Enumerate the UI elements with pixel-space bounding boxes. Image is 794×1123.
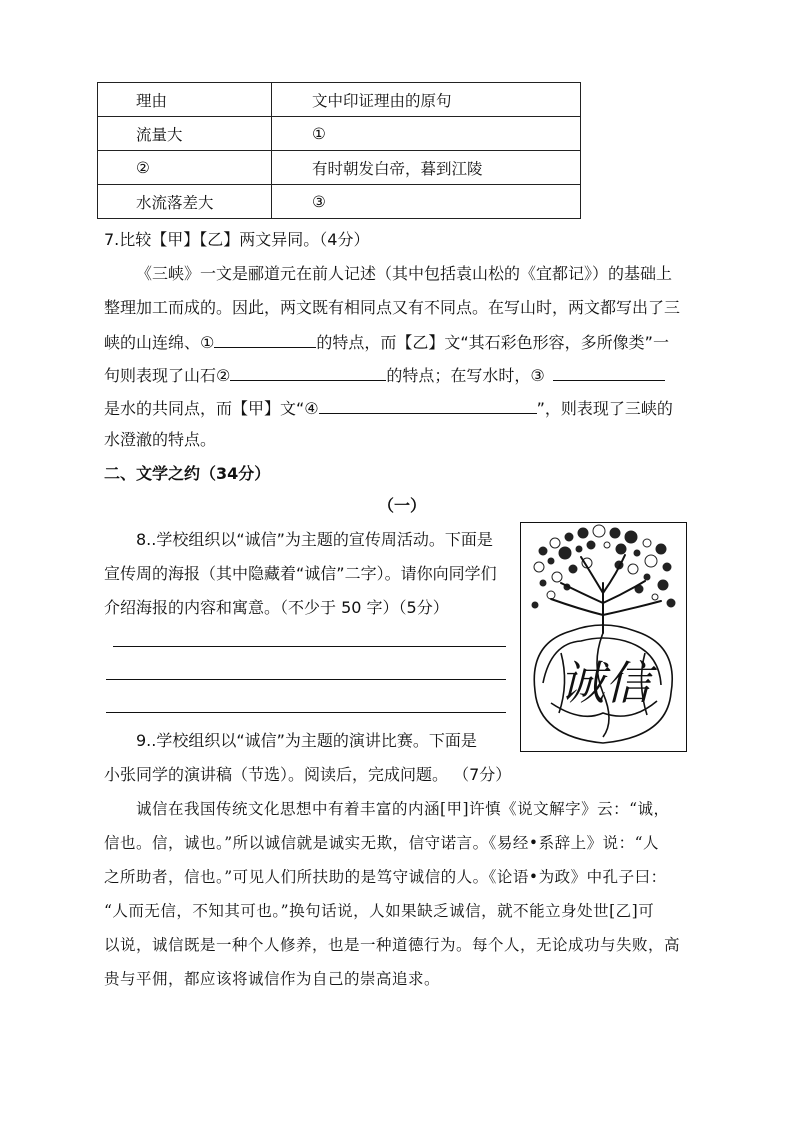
answer-blank-1[interactable] <box>214 331 316 348</box>
table-header-row <box>98 83 581 117</box>
speech-line: 之所助者，信也。”可见人们所扶助的是笃守诚信的人。《论语•为政》中孔子曰： <box>104 868 667 886</box>
q9-text-line: 9..学校组织以“诚信”为主题的演讲比赛。下面是 <box>136 731 477 750</box>
q8-text-line: 8..学校组织以“诚信”为主题的宣传周活动。下面是 <box>136 530 493 549</box>
speech-line: 信也。信，诚也。”所以诚信就是诚实无欺，信守诺言。《易经•系辞上》说：“人 <box>104 834 659 852</box>
q7-title: 7.比较【甲】【乙】两文异同。（4分） <box>104 230 370 249</box>
q7-text-line: 《三峡》一文是郦道元在前人记述（其中包括袁山松的《宜都记》）的基础上 <box>136 264 673 283</box>
q7-text-line <box>104 331 669 353</box>
q7-text-line: 水澄澈的特点。 <box>104 430 217 449</box>
table-cell: 水流落差大 <box>98 185 272 219</box>
tree-illustration <box>521 523 686 751</box>
answer-line[interactable] <box>106 712 506 713</box>
subsection-heading: （一） <box>378 496 427 515</box>
table-row <box>98 151 581 185</box>
table-row <box>98 185 581 219</box>
q7-text-line: 整理加工而成的。因此，两文既有相同点又有不同点。在写山时，两文都写出了三 <box>104 298 681 317</box>
table-cell: ③ <box>272 185 581 219</box>
answer-line[interactable] <box>106 679 506 680</box>
q8-text-line: 介绍海报的内容和寓意。（不少于 50 字）（5分） <box>104 598 449 617</box>
q7-text: ”，则表现了三峡的 <box>536 399 673 418</box>
answer-blank-3[interactable] <box>553 364 665 381</box>
q9-text-line: 小张同学的演讲稿（节选）。阅读后，完成问题。 （7分） <box>104 765 512 784</box>
q7-text-line <box>104 364 665 386</box>
answer-blank-4[interactable] <box>319 397 537 414</box>
speech-line: 诚信在我国传统文化思想中有着丰富的内涵[甲]许慎《说文解字》云：“诚， <box>136 800 670 818</box>
poster-hidden-text: 诚信 <box>559 656 651 710</box>
q7-text: 是水的共同点，而【甲】文“④ <box>104 399 319 418</box>
q8-text-line: 宣传周的海报（其中隐藏着“诚信”二字）。请你向同学们 <box>104 564 497 583</box>
q7-text: 峡的山连绵、① <box>104 333 215 352</box>
table-row <box>98 117 581 151</box>
speech-line: 贵与平佣，都应该将诚信作为自己的崇高追求。 <box>104 970 441 988</box>
table-cell: ② <box>98 151 272 185</box>
table-cell: 流量大 <box>98 117 272 151</box>
table-header-cell: 文中印证理由的原句 <box>272 83 581 117</box>
q7-text-line <box>104 397 673 419</box>
answer-blank-2[interactable] <box>230 364 386 381</box>
speech-line: 以说，诚信既是一种个人修养，也是一种道德行为。每个人，无论成功与失败，高 <box>104 936 681 954</box>
q7-text: 句则表现了山石② <box>104 366 231 385</box>
table-header-cell: 理由 <box>98 83 272 117</box>
table-cell: 有时朝发白帝，暮到江陵 <box>272 151 581 185</box>
section-heading: 二、文学之约（34分） <box>104 464 271 483</box>
answer-line[interactable] <box>113 646 506 647</box>
table-cell: ① <box>272 117 581 151</box>
q7-text: 的特点，而【乙】文“其石彩色形容，多所像类”一 <box>316 333 669 352</box>
speech-line: “人而无信，不知其可也。”换句话说，人如果缺乏诚信，就不能立身处世[乙]可 <box>104 902 655 920</box>
integrity-poster-image <box>520 522 687 752</box>
reason-table <box>97 82 581 219</box>
q7-text: 的特点；在写水时，③ <box>386 366 545 385</box>
